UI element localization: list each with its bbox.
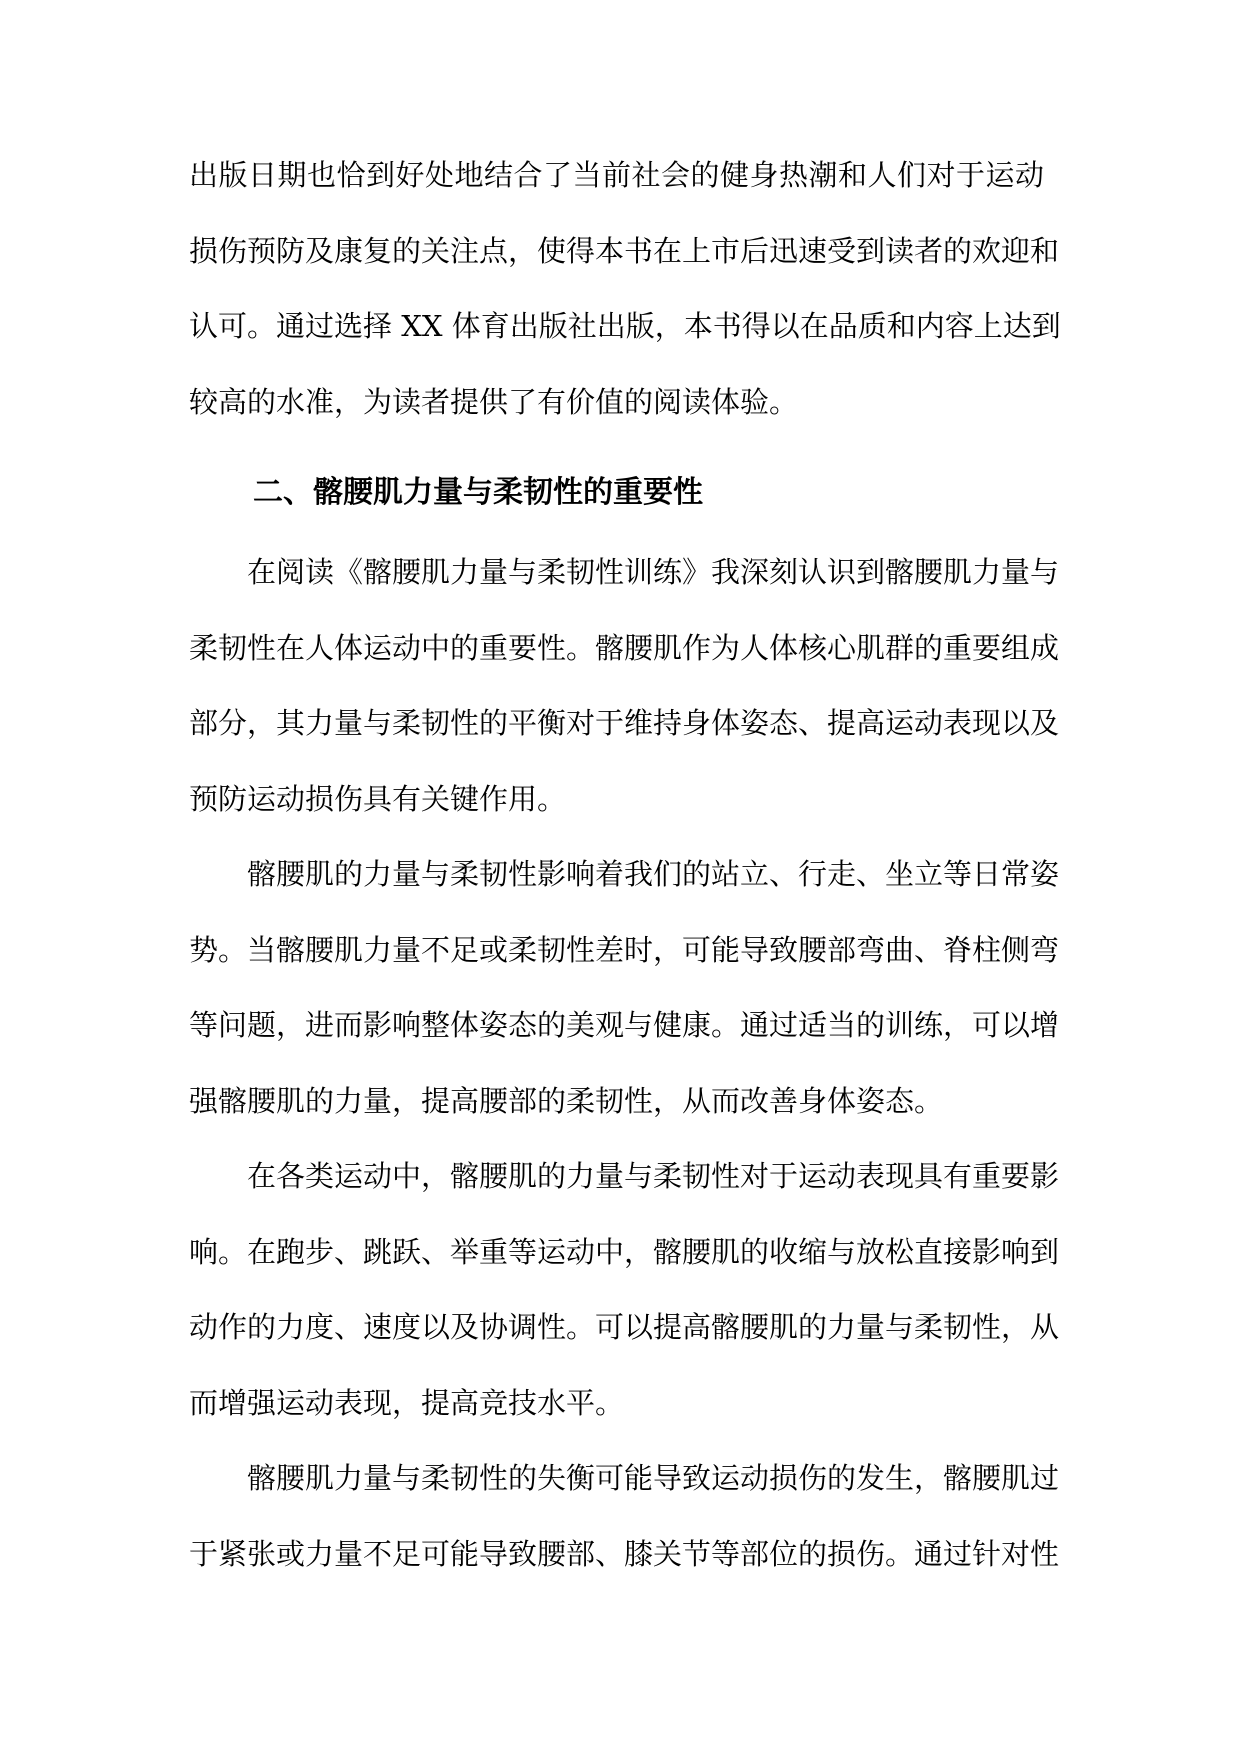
section-heading: 二、髂腰肌力量与柔韧性的重要性 [253,475,703,510]
paragraph-performance [189,1139,1060,1441]
document-body [189,138,1061,1592]
text-line: 部分，其力量与柔韧性的平衡对于维持身体姿态、提高运动表现以及 [189,706,1060,740]
paragraph-importance-intro [189,535,1060,837]
text-line: 在各类运动中，髂腰肌的力量与柔韧性对于运动表现具有重要影 [247,1159,1060,1193]
paragraph-publication [189,138,1061,440]
text-line: 强髂腰肌的力量，提高腰部的柔韧性，从而改善身体姿态。 [189,1083,944,1118]
text-line: 势。当髂腰肌力量不足或柔韧性差时，可能导致腰部弯曲、脊柱侧弯 [189,932,1060,967]
text-line: 等问题，进而影响整体姿态的美观与健康。通过适当的训练，可以增 [189,1008,1060,1042]
text-line: 而增强运动表现，提高竞技水平。 [189,1385,625,1420]
text-line: 于紧张或力量不足可能导致腰部、膝关节等部位的损伤。通过针对性 [189,1536,1060,1571]
text-line: 响。在跑步、跳跃、举重等运动中，髂腰肌的收缩与放松直接影响到 [189,1234,1060,1269]
text-line: 出版日期也恰到好处地结合了当前社会的健身热潮和人们对于运动 [189,158,1044,192]
paragraph-injury [189,1441,1060,1592]
text-line: 预防运动损伤具有关键作用。 [189,781,567,816]
text-line: 髂腰肌的力量与柔韧性影响着我们的站立、行走、坐立等日常姿 [247,857,1060,891]
text-line: 髂腰肌力量与柔韧性的失衡可能导致运动损伤的发生，髂腰肌过 [247,1461,1060,1495]
text-line: 柔韧性在人体运动中的重要性。髂腰肌作为人体核心肌群的重要组成 [189,630,1060,665]
text-line: 认可。通过选择 XX 体育出版社出版，本书得以在品质和内容上达到 [189,309,1061,343]
text-line: 动作的力度、速度以及协调性。可以提高髂腰肌的力量与柔韧性，从 [189,1310,1060,1344]
paragraph-posture [189,837,1060,1139]
text-line: 在阅读《髂腰肌力量与柔韧性训练》我深刻认识到髂腰肌力量与 [247,555,1060,589]
text-line: 损伤预防及康复的关注点，使得本书在上市后迅速受到读者的欢迎和 [189,233,1060,268]
text-line: 较高的水准，为读者提供了有价值的阅读体验。 [189,384,799,419]
